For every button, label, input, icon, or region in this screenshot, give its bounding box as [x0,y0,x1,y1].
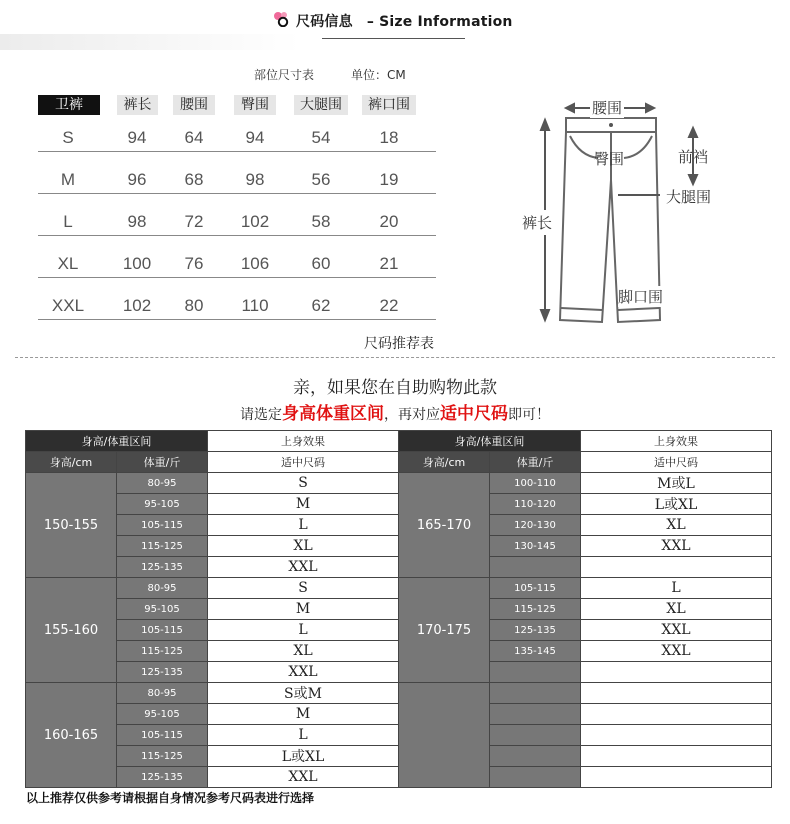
fit-size-cell: S [208,473,399,494]
page-header [0,0,790,50]
fit-size-cell: XXL [581,620,772,641]
col-header-thigh: 大腿围 [294,95,348,115]
fit-size-cell [581,683,772,704]
col-header-hip: 臀围 [234,95,276,115]
size-label: S [62,128,74,147]
header-height: 身高/cm [399,452,490,473]
diagram-label-length: 裤长 [522,210,552,235]
weight-range-cell: 80-95 [117,683,208,704]
size-table-product-label: 卫裤 [38,95,100,115]
height-range-cell [399,683,490,788]
weight-range-cell: 115-125 [117,746,208,767]
size-value: 19 [379,170,399,189]
size-value: 21 [379,254,399,273]
fit-size-cell: L或XL [208,746,399,767]
intro-line-1: 亲，如果您在自助购物此款 [293,378,497,398]
weight-range-cell: 95-105 [117,704,208,725]
fit-size-cell [581,725,772,746]
table-row [399,578,772,599]
diagram-label-rise: 前裆 [678,148,709,166]
pink-dots-icon [273,11,291,27]
table-row [399,683,772,704]
weight-range-cell [490,704,581,725]
header-fade-band [0,34,300,50]
col-header-length: 裤长 [117,95,158,115]
weight-range-cell [490,725,581,746]
weight-range-cell: 125-135 [117,662,208,683]
weight-range-cell [490,767,581,788]
header-height: 身高/cm [26,452,117,473]
table-row [26,683,399,704]
diagram-label-thigh: 大腿围 [666,188,712,206]
size-value: 102 [122,296,152,315]
fit-size-cell: M [208,704,399,725]
weight-range-cell: 135-145 [490,641,581,662]
fit-size-cell [581,704,772,725]
intro-text-a: 请选定 [240,407,282,423]
fit-size-cell: XXL [208,662,399,683]
fit-size-cell: L或XL [581,494,772,515]
section-title-en: – Size Information [366,14,513,30]
intro-text-c: ，再对应 [384,407,440,423]
size-label: M [60,170,76,189]
size-table-caption: 部位尺寸表 [254,68,315,82]
size-value: 72 [184,212,204,231]
size-value: 102 [240,212,270,231]
fit-size-cell [581,767,772,788]
weight-range-cell: 130-145 [490,536,581,557]
recommend-table-left [25,430,399,788]
size-value: 96 [127,170,147,189]
fit-size-cell: L [581,578,772,599]
header-effect: 上身效果 [208,431,399,452]
fit-size-cell: XL [208,536,399,557]
size-value: 22 [379,296,399,315]
col-header-hem: 裤口围 [362,95,416,115]
weight-range-cell: 105-115 [490,578,581,599]
size-value: 68 [184,170,204,189]
weight-range-cell: 110-120 [490,494,581,515]
size-value: 64 [184,128,204,147]
header-weight: 体重/斤 [490,452,581,473]
fit-size-cell: M [208,599,399,620]
height-range-cell: 160-165 [26,683,117,788]
fit-size-cell: XXL [208,557,399,578]
size-value: 98 [245,170,265,189]
weight-range-cell: 95-105 [117,494,208,515]
weight-range-cell: 125-135 [117,557,208,578]
header-hw-range: 身高/体重区间 [26,431,208,452]
weight-range-cell [490,557,581,578]
height-range-cell: 165-170 [399,473,490,578]
section-title-cn: 尺码信息 [296,14,353,30]
fit-size-cell: S [208,578,399,599]
weight-range-cell [490,662,581,683]
recommend-table-right [398,430,772,788]
size-value: 100 [122,254,152,273]
weight-range-cell [490,683,581,704]
height-range-cell: 155-160 [26,578,117,683]
size-table-unit: 单位：CM [351,68,406,82]
weight-range-cell: 95-105 [117,599,208,620]
table-row [26,578,399,599]
size-value: 94 [127,128,147,147]
row-divider [38,151,436,152]
weight-range-cell: 115-125 [117,641,208,662]
fit-size-cell: M或L [581,473,772,494]
size-label: L [63,212,73,231]
diagram-label-hem: 脚口围 [618,288,664,306]
intro-highlight-size: 适中尺码 [440,404,508,424]
size-value: 54 [311,128,331,147]
header-weight: 体重/斤 [117,452,208,473]
fit-size-cell: XXL [581,641,772,662]
weight-range-cell: 105-115 [117,725,208,746]
fit-size-cell: L [208,515,399,536]
fit-size-cell: XXL [581,536,772,557]
size-value: 106 [240,254,270,273]
pants-diagram [510,90,750,330]
weight-range-cell: 120-130 [490,515,581,536]
height-range-cell: 150-155 [26,473,117,578]
size-value: 76 [184,254,204,273]
fit-size-cell [581,557,772,578]
fit-size-cell: L [208,620,399,641]
weight-range-cell: 80-95 [117,578,208,599]
dashed-divider [15,357,775,358]
height-range-cell: 170-175 [399,578,490,683]
row-divider [38,277,436,278]
row-divider [38,235,436,236]
title-underline [322,38,465,39]
footnote: 以上推荐仅供参考请根据自身情况参考尺码表进行选择 [26,791,315,805]
col-header-waist: 腰围 [173,95,215,115]
size-value: 20 [379,212,399,231]
size-label: XXL [51,296,85,315]
table-row [26,473,399,494]
fit-size-cell: S或M [208,683,399,704]
fit-size-cell: XL [581,599,772,620]
weight-range-cell: 125-135 [117,767,208,788]
intro-highlight-range: 身高体重区间 [282,404,384,424]
weight-range-cell: 80-95 [117,473,208,494]
diagram-label-hip: 臀围 [594,150,625,168]
section-title [296,11,513,31]
fit-size-cell: M [208,494,399,515]
intro-text-e: 即可！ [508,407,550,423]
intro-line-2 [0,399,790,424]
size-label: XL [57,254,79,273]
weight-range-cell: 100-110 [490,473,581,494]
weight-range-cell: 115-125 [117,536,208,557]
fit-size-cell [581,746,772,767]
size-value: 110 [241,296,269,315]
weight-range-cell [490,746,581,767]
row-divider [38,319,436,320]
size-value: 62 [311,296,331,315]
fit-size-cell: XL [581,515,772,536]
fit-size-cell: XL [208,641,399,662]
diagram-label-waist: 腰围 [592,99,623,117]
row-divider [38,193,436,194]
size-value: 80 [184,296,204,315]
recommend-caption: 尺码推荐表 [364,336,434,352]
table-row [399,473,772,494]
fit-size-cell: L [208,725,399,746]
size-value: 58 [311,212,331,231]
size-value: 60 [311,254,331,273]
size-value: 94 [245,128,265,147]
fit-size-cell [581,662,772,683]
weight-range-cell: 105-115 [117,515,208,536]
size-value: 98 [127,212,147,231]
weight-range-cell: 125-135 [490,620,581,641]
size-value: 56 [311,170,331,189]
size-value: 18 [379,128,399,147]
header-fit: 适中尺码 [208,452,399,473]
weight-range-cell: 115-125 [490,599,581,620]
header-fit: 适中尺码 [581,452,772,473]
header-hw-range: 身高/体重区间 [399,431,581,452]
header-effect: 上身效果 [581,431,772,452]
fit-size-cell: XXL [208,767,399,788]
weight-range-cell: 105-115 [117,620,208,641]
